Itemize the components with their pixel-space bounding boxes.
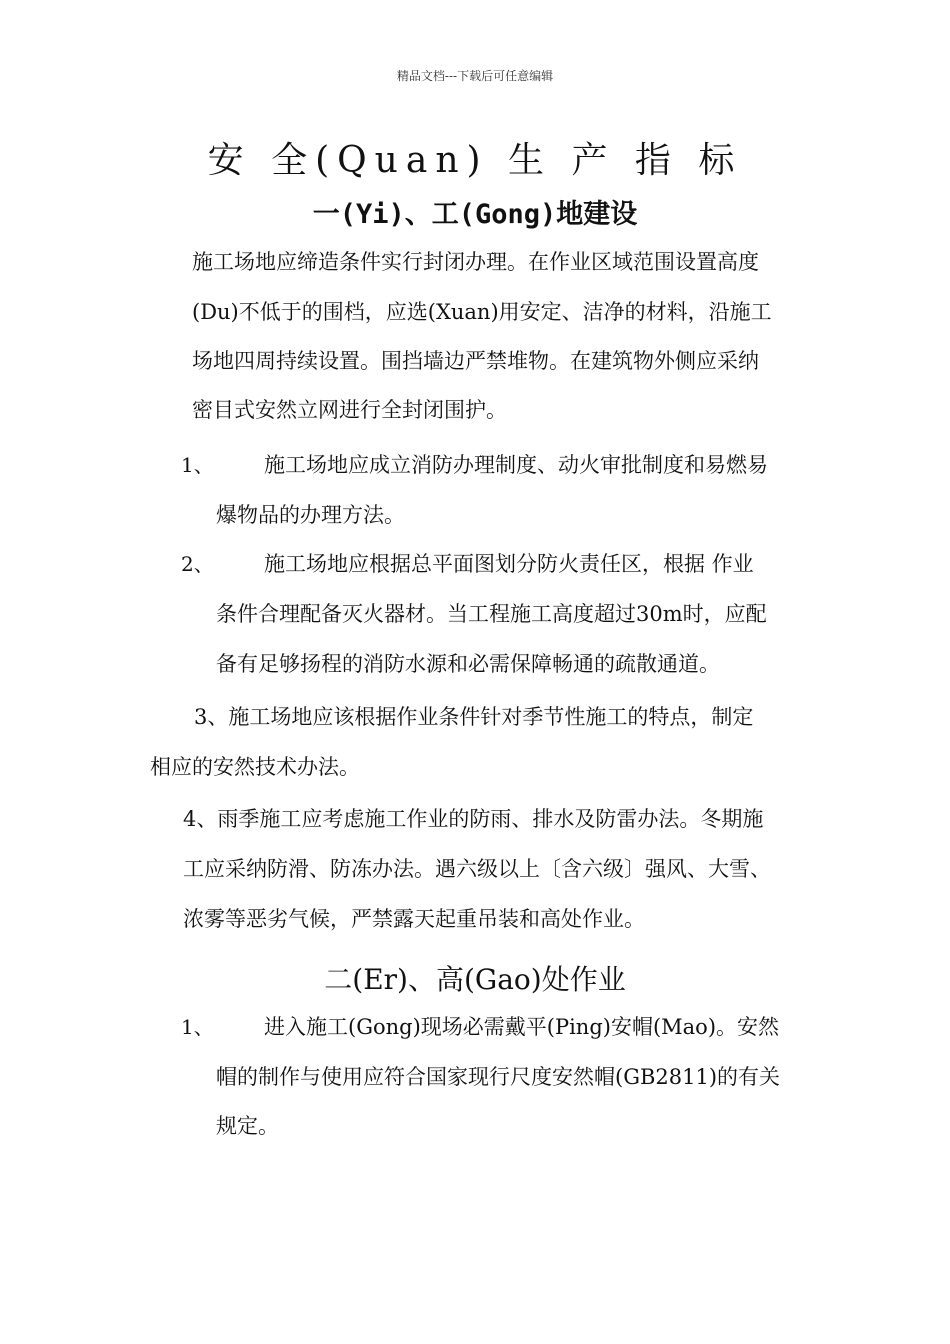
list-item-line: 工应采纳防滑、防冻办法。遇六级以上〔含六级〕强风、大雪、	[183, 857, 771, 881]
paragraph-line: (Du)不低于的围档，应选(Xuan)用安定、洁净的材料，沿施工	[192, 300, 772, 324]
paragraph-line: 密目式安然立网进行全封闭围护。	[192, 398, 507, 422]
section-heading-site-construction: 一(Yi)、工(Gong)地建设	[312, 199, 638, 230]
list-item-line: 规定。	[216, 1114, 279, 1138]
list-item-line: 施工场地应根据总平面图划分防火责任区，根据 作业	[264, 552, 754, 576]
list-item-line: 浓雾等恶劣气候，严禁露天起重吊装和高处作业。	[183, 907, 645, 931]
list-item-line: 备有足够扬程的消防水源和必需保障畅通的疏散通道。	[216, 652, 720, 676]
list-item-line: 爆物品的办理方法。	[216, 503, 405, 527]
list-item-line: 帽的制作与使用应符合国家现行尺度安然帽(GB2811)的有关	[216, 1065, 781, 1089]
document-title: 安 全(Quan) 生 产 指 标	[207, 140, 743, 181]
list-item-line: 4、雨季施工应考虑施工作业的防雨、排水及防雷办法。冬期施	[183, 807, 764, 831]
list-number: 2、	[181, 552, 214, 576]
paragraph-line: 场地四周持续设置。围挡墙边严禁堆物。在建筑物外侧应采纳	[192, 349, 759, 373]
paragraph-line: 施工场地应缔造条件实行封闭办理。在作业区域范围设置高度	[192, 250, 759, 274]
list-number: 1、	[181, 453, 214, 477]
list-item-line: 3、施工场地应该根据作业条件针对季节性施工的特点，制定	[194, 705, 754, 729]
list-item-line: 施工场地应成立消防办理制度、动火审批制度和易燃易	[264, 453, 768, 477]
list-item-line: 相应的安然技术办法。	[150, 755, 360, 779]
list-number: 1、	[181, 1015, 214, 1039]
page-header: 精品文档---下载后可任意编辑	[396, 69, 554, 83]
section-heading-work-at-height: 二(Er)、高(Gao)处作业	[324, 963, 626, 996]
list-item-line: 进入施工(Gong)现场必需戴平(Ping)安帽(Mao)。安然	[264, 1015, 780, 1039]
list-item-line: 条件合理配备灭火器材。当工程施工高度超过30m时，应配	[216, 602, 767, 626]
